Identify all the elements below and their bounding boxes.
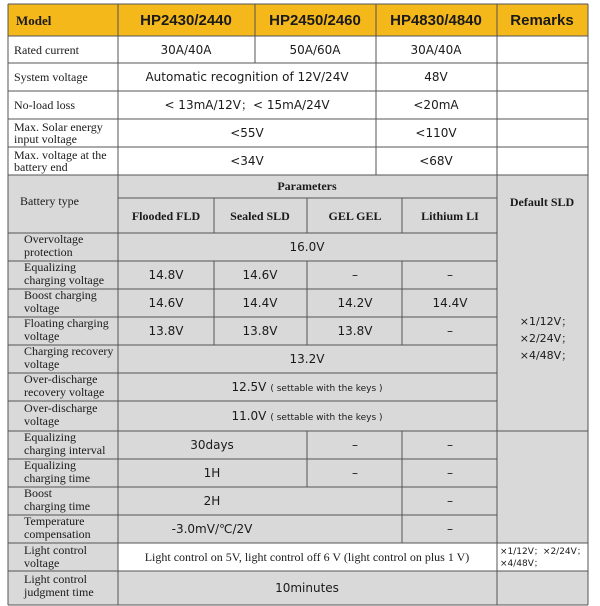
param-label: compensation (24, 527, 91, 541)
param-label: Equalizing (24, 260, 76, 274)
param-value: 14.4V (242, 296, 278, 310)
default-voltage-note: ×4/48V； (519, 349, 573, 362)
spec-value: 50A/60A (289, 43, 341, 57)
spec-label: Max. Solar energy (14, 120, 103, 134)
param-label: Boost charging (24, 288, 97, 302)
model-header-hp4830: HP4830/4840 (390, 12, 482, 29)
param-value: 16.0V (289, 240, 325, 254)
default-sld-label: Default SLD (509, 195, 575, 209)
param-value: 13.8V (242, 324, 278, 338)
param-value: 14.8V (148, 268, 184, 282)
battery-type-lithium: Lithium LI (421, 209, 479, 223)
judgment-time-value-bg (118, 571, 588, 605)
param-label: recovery voltage (24, 385, 105, 399)
model-header-hp2430: HP2430/2440 (140, 12, 232, 29)
param-value: 2H (203, 494, 221, 508)
param-value: – (447, 494, 453, 508)
param-value: 30days (190, 438, 234, 452)
param-label: Temperature (24, 514, 85, 528)
light-control-remark: ×4/48V； (500, 559, 543, 569)
spec-value: <20mA (413, 98, 459, 112)
param-label: charging interval (24, 443, 106, 457)
param-value: 14.4V (432, 296, 468, 310)
spec-label: System voltage (14, 70, 88, 84)
param-value: 13.2V (289, 352, 325, 366)
model-header: Model (16, 13, 52, 28)
param-label: charging time (24, 499, 91, 513)
battery-type-gel: GEL GEL (328, 209, 382, 223)
spec-value: 30A/40A (160, 43, 212, 57)
param-value: – (447, 268, 453, 282)
param-label: Equalizing (24, 430, 76, 444)
light-control-label: judgment time (24, 585, 94, 599)
param-value: 14.6V (148, 296, 184, 310)
spec-label: No-load loss (14, 98, 75, 112)
param-value: – (447, 438, 453, 452)
battery-type-label: Battery type (20, 194, 79, 208)
light-control-remark: ×1/12V；×2/24V； (500, 547, 586, 557)
spec-value: <34V (230, 154, 264, 168)
param-label: Equalizing (24, 458, 76, 472)
spec-label: Rated current (14, 43, 79, 57)
remarks-header: Remarks (510, 12, 574, 29)
light-control-label: Light control (24, 572, 87, 586)
param-value: 13.8V (148, 324, 184, 338)
param-label: Charging recovery (24, 344, 114, 358)
param-value: 1H (203, 466, 221, 480)
param-label: Over-discharge (24, 372, 98, 386)
param-label: charging voltage (24, 273, 105, 287)
param-label: Boost (24, 486, 53, 500)
param-value: 12.5V (231, 380, 267, 394)
param-value: -3.0mV/℃/2V (171, 522, 253, 536)
param-note: ( settable with the keys ) (270, 384, 383, 394)
spec-value: <68V (419, 154, 453, 168)
spec-value: 30A/40A (410, 43, 462, 57)
parameters-label: Parameters (277, 179, 337, 193)
param-value: 14.2V (337, 296, 373, 310)
param-label: charging time (24, 471, 91, 485)
param-value: 14.6V (242, 268, 278, 282)
spec-label: input voltage (14, 132, 77, 146)
spec-value: <110V (415, 126, 457, 140)
param-value: – (352, 268, 358, 282)
param-label: protection (24, 245, 73, 259)
param-note: ( settable with the keys ) (270, 413, 383, 423)
light-control-label: Light control (24, 543, 87, 557)
spec-value: Automatic recognition of 12V/24V (145, 70, 349, 84)
spec-label: battery end (14, 160, 68, 174)
spec-value: 48V (424, 70, 448, 84)
light-control-value: Light control on 5V, light control off 6 V (light control on plus 1 V) (144, 550, 470, 564)
battery-type-flooded: Flooded FLD (131, 209, 201, 223)
default-voltage-note: ×2/24V； (519, 332, 573, 345)
model-header-hp2450: HP2450/2460 (269, 12, 361, 29)
light-control-value: 10minutes (275, 581, 339, 595)
param-value: – (447, 522, 453, 536)
param-value: 13.8V (337, 324, 373, 338)
param-label: voltage (24, 414, 60, 428)
param-label: voltage (24, 329, 60, 343)
default-voltage-note: ×1/12V； (519, 315, 573, 328)
battery-type-sealed: Sealed SLD (230, 209, 290, 223)
param-label: voltage (24, 357, 60, 371)
param-value: – (352, 438, 358, 452)
spec-label: Max. voltage at the (14, 148, 107, 162)
light-control-label: voltage (24, 556, 60, 570)
param-value: 11.0V (231, 409, 267, 423)
spec-value: <55V (230, 126, 264, 140)
param-label: Over-discharge (24, 401, 98, 415)
spec-value: < 13mA/12V；< 15mA/24V (164, 98, 330, 112)
param-value: – (447, 466, 453, 480)
param-value: – (352, 466, 358, 480)
param-label: voltage (24, 301, 60, 315)
param-label: Overvoltage (24, 232, 84, 246)
param-value: – (447, 324, 453, 338)
param-label: Floating charging (24, 316, 109, 330)
